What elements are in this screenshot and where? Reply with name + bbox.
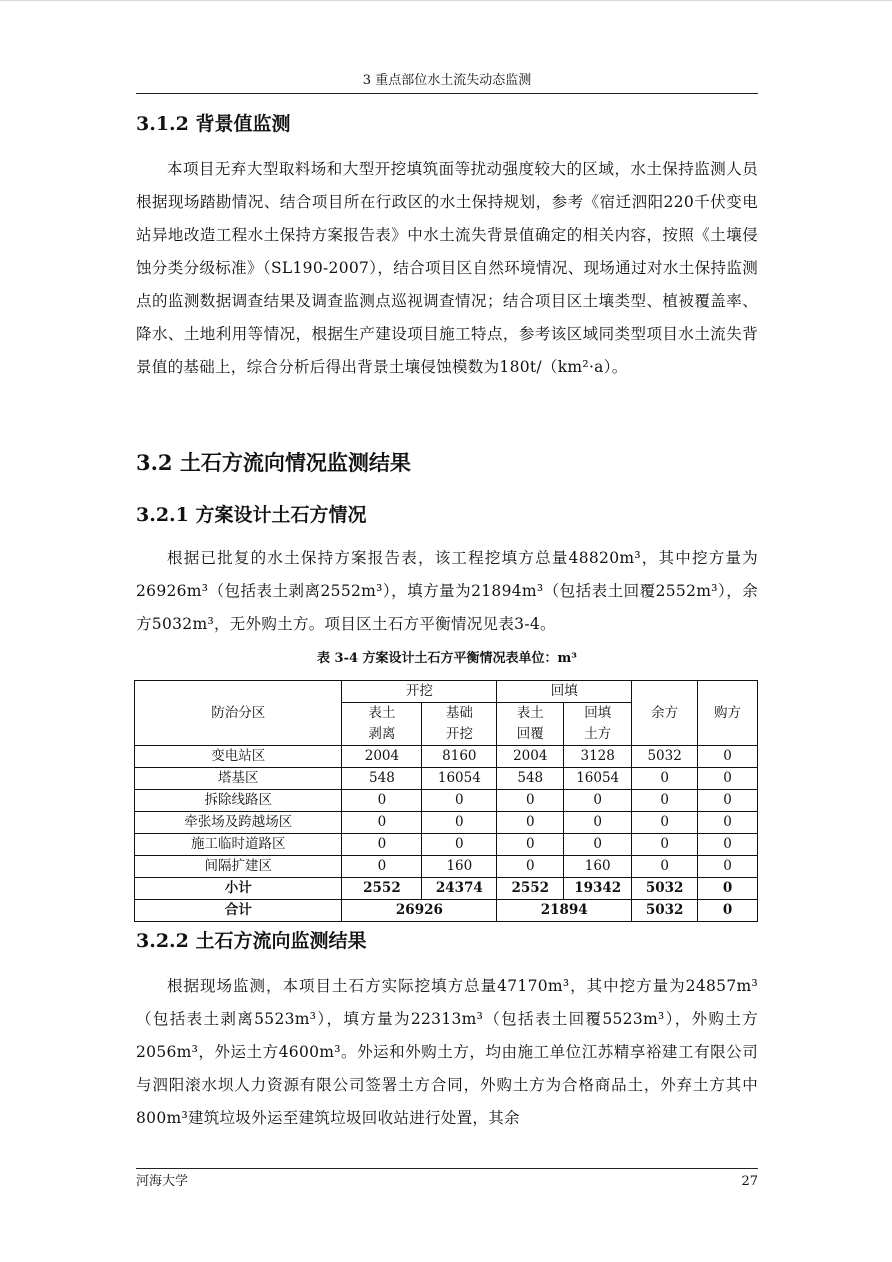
table-total-row bbox=[135, 900, 758, 922]
section-3-2-1-title: 3.2.1 方案设计土石方情况 bbox=[136, 504, 367, 526]
total-fill: 21894 bbox=[497, 900, 632, 922]
table-row bbox=[135, 746, 758, 768]
section-3-2-2-paragraph: 根据现场监测，本项目土石方实际挖填方总量47170m³，其中挖方量为24857m³（包括表土剥离5523m³），填方量为22313m³（包括表土回覆5523m³），外购土方2056m³，外运土方4600m³。外运和外购土方，均由施工单位江苏精享裕建工有限公司与泗阳滚水坝人力资源有限公司签署土方合同，外购土方为合格商品土，外弃土方其中800m³建筑垃圾外运至建筑垃圾回收站进行处置，其余 bbox=[136, 977, 758, 1127]
cell-purchase: 0 bbox=[698, 856, 758, 878]
header-surplus: 余方 bbox=[632, 681, 698, 746]
cell-surplus: 0 bbox=[632, 812, 698, 834]
cell-purchase: 0 bbox=[698, 768, 758, 790]
total-purchase: 0 bbox=[698, 900, 758, 922]
cell-cover: 0 bbox=[497, 856, 564, 878]
header-fill: 回填 bbox=[497, 681, 632, 703]
table-row bbox=[135, 790, 758, 812]
section-3-2-2-title: 3.2.2 土石方流向监测结果 bbox=[136, 930, 367, 952]
cell-cover: 0 bbox=[497, 834, 564, 856]
cell-foundation: 8160 bbox=[422, 746, 497, 768]
subtotal-purchase: 0 bbox=[698, 878, 758, 900]
cell-strip: 2004 bbox=[342, 746, 422, 768]
running-header: 3 重点部位水土流失动态监测 bbox=[362, 73, 532, 88]
table-caption: 表 3-4 方案设计土石方平衡情况表单位：m³ bbox=[317, 651, 577, 666]
cell-zone: 拆除线路区 bbox=[135, 790, 342, 812]
header-zone: 防治分区 bbox=[135, 681, 342, 746]
cell-backfill: 0 bbox=[564, 790, 632, 812]
total-label: 合计 bbox=[135, 900, 342, 922]
cell-purchase: 0 bbox=[698, 834, 758, 856]
table-row bbox=[135, 812, 758, 834]
cell-surplus: 0 bbox=[632, 790, 698, 812]
subtotal-surplus: 5032 bbox=[632, 878, 698, 900]
table-row bbox=[135, 768, 758, 790]
cell-cover: 548 bbox=[497, 768, 564, 790]
cell-purchase: 0 bbox=[698, 790, 758, 812]
table-subtotal-row bbox=[135, 878, 758, 900]
cell-foundation: 160 bbox=[422, 856, 497, 878]
cell-backfill: 3128 bbox=[564, 746, 632, 768]
cell-surplus: 0 bbox=[632, 768, 698, 790]
cell-zone: 施工临时道路区 bbox=[135, 834, 342, 856]
cell-purchase: 0 bbox=[698, 746, 758, 768]
cell-foundation: 0 bbox=[422, 834, 497, 856]
table-header-row-1 bbox=[135, 681, 758, 703]
footer-rule bbox=[136, 1168, 758, 1169]
cell-zone: 间隔扩建区 bbox=[135, 856, 342, 878]
cell-surplus: 5032 bbox=[632, 746, 698, 768]
subtotal-backfill: 19342 bbox=[564, 878, 632, 900]
header-topsoil-cover: 表土 回覆 bbox=[497, 703, 564, 746]
cell-strip: 0 bbox=[342, 790, 422, 812]
cell-surplus: 0 bbox=[632, 856, 698, 878]
header-excavation: 开挖 bbox=[342, 681, 497, 703]
cell-backfill: 0 bbox=[564, 812, 632, 834]
header-purchase: 购方 bbox=[698, 681, 758, 746]
cell-zone: 变电站区 bbox=[135, 746, 342, 768]
cell-strip: 0 bbox=[342, 812, 422, 834]
cell-foundation: 0 bbox=[422, 812, 497, 834]
subtotal-foundation: 24374 bbox=[422, 878, 497, 900]
table-row bbox=[135, 834, 758, 856]
cell-backfill: 0 bbox=[564, 834, 632, 856]
table-body bbox=[135, 746, 758, 878]
section-3-2-1-paragraph: 根据已批复的水土保持方案报告表，该工程挖填方总量48820m³，其中挖方量为26926m³（包括表土剥离2552m³），填方量为21894m³（包括表土回覆2552m³），余方5032m³，无外购土方。项目区土石方平衡情况见表3-4。 bbox=[136, 549, 758, 633]
section-3-2-title: 3.2 土石方流向情况监测结果 bbox=[136, 450, 411, 475]
subtotal-label: 小计 bbox=[135, 878, 342, 900]
cell-foundation: 0 bbox=[422, 790, 497, 812]
cell-zone: 塔基区 bbox=[135, 768, 342, 790]
header-backfill: 回填 土方 bbox=[564, 703, 632, 746]
header-topsoil-strip: 表土 剥离 bbox=[342, 703, 422, 746]
cell-purchase: 0 bbox=[698, 812, 758, 834]
section-3-1-2-paragraph: 本项目无弃大型取料场和大型开挖填筑面等扰动强度较大的区域，水土保持监测人员根据现场踏勘情况、结合项目所在行政区的水土保持规划，参考《宿迁泗阳220千伏变电站异地改造工程水土保持方案报告表》中水土流失背景值确定的相关内容，按照《土壤侵蚀分类分级标准》（SL190-2007），结合项目区自然环境情况、现场通过对水土保持监测点的监测数据调查结果及调查监测点巡视调查情况；结合项目区土壤类型、植被覆盖率、降水、土地利用等情况，根据生产建设项目施工特点，参考该区域同类型项目水土流失背景值的基础上，综合分析后得出背景土壤侵蚀模数为180t/（km²·a）。 bbox=[136, 160, 758, 376]
cell-cover: 2004 bbox=[497, 746, 564, 768]
header-rule bbox=[136, 93, 758, 94]
subtotal-strip: 2552 bbox=[342, 878, 422, 900]
header-foundation-excavation: 基础 开挖 bbox=[422, 703, 497, 746]
cell-backfill: 160 bbox=[564, 856, 632, 878]
cell-surplus: 0 bbox=[632, 834, 698, 856]
footer-institution: 河海大学 bbox=[136, 1174, 189, 1189]
cell-cover: 0 bbox=[497, 790, 564, 812]
cell-zone: 牵张场及跨越场区 bbox=[135, 812, 342, 834]
subtotal-cover: 2552 bbox=[497, 878, 564, 900]
cell-strip: 0 bbox=[342, 856, 422, 878]
section-3-1-2-title: 3.1.2 背景值监测 bbox=[136, 113, 291, 135]
cell-foundation: 16054 bbox=[422, 768, 497, 790]
cell-cover: 0 bbox=[497, 812, 564, 834]
total-excavation: 26926 bbox=[342, 900, 497, 922]
page-top-edge bbox=[0, 0, 892, 1]
cell-backfill: 16054 bbox=[564, 768, 632, 790]
cell-strip: 548 bbox=[342, 768, 422, 790]
cell-strip: 0 bbox=[342, 834, 422, 856]
total-surplus: 5032 bbox=[632, 900, 698, 922]
table-row bbox=[135, 856, 758, 878]
earthwork-balance-table bbox=[134, 680, 758, 922]
page-number: 27 bbox=[741, 1174, 758, 1189]
